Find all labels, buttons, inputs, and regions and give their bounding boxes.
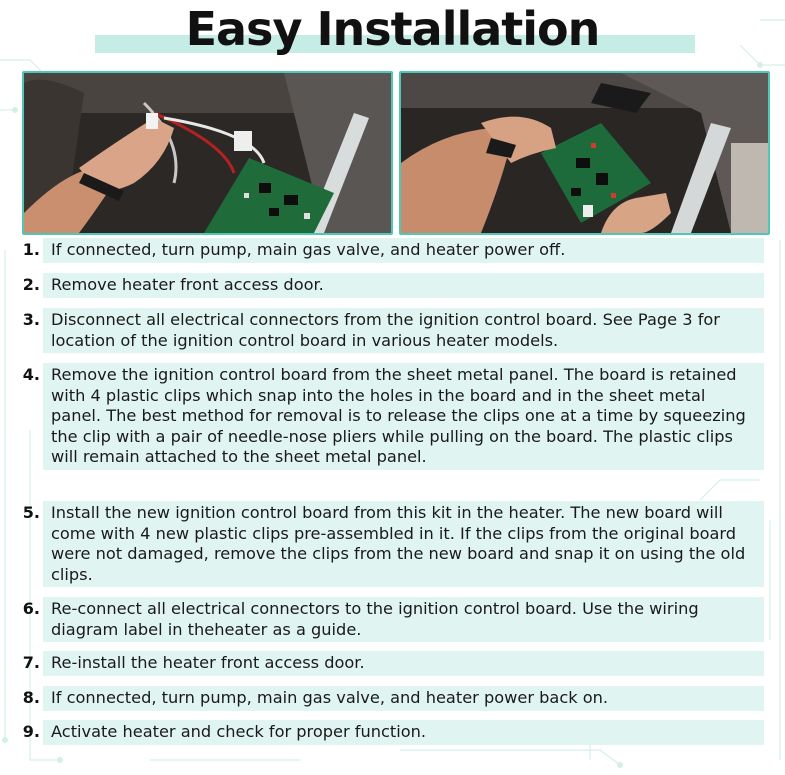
- step-number: 3.: [22, 310, 40, 329]
- step-number: 8.: [22, 688, 40, 707]
- step-text: Install the new ignition control board from this kit in the heater. The new board will come with 4 new plastic clips pre-assembled in it. If the clips from the original board were not damaged, remove the clips from the new board and snap it on using the old clips.: [43, 501, 764, 587]
- step-number: 5.: [22, 503, 40, 522]
- step-text: Re-install the heater front access door.: [43, 651, 764, 676]
- page-title: Easy Installation: [185, 2, 600, 56]
- photo-disconnecting-connectors: [22, 71, 393, 235]
- step-number: 2.: [22, 275, 40, 294]
- photo-installing-board: [399, 71, 770, 235]
- step-text: If connected, turn pump, main gas valve, and heater power back on.: [43, 686, 764, 711]
- step-number: 7.: [22, 653, 40, 672]
- step-number: 9.: [22, 722, 40, 741]
- step-number: 6.: [22, 599, 40, 618]
- step-number: 4.: [22, 365, 40, 384]
- step-number: 1.: [22, 240, 40, 259]
- step-text: If connected, turn pump, main gas valve, and heater power off.: [43, 238, 764, 263]
- step-text: Remove heater front access door.: [43, 273, 764, 298]
- step-text: Re-connect all electrical connectors to the ignition control board. Use the wiring diagram label in theheater as a guide.: [43, 597, 764, 642]
- step-text: Activate heater and check for proper function.: [43, 720, 764, 745]
- step-text: Disconnect all electrical connectors from the ignition control board. See Page 3 for location of the ignition control board in various heater models.: [43, 308, 764, 353]
- step-text: Remove the ignition control board from the sheet metal panel. The board is retained with 4 plastic clips which snap into the holes in the board and in the sheet metal panel. The best method for removal is to release the clips one at a time by squeezing the clip with a pair of needle-nose pliers while pulling on the board. The plastic clips will remain attached to the sheet metal panel.: [43, 363, 764, 470]
